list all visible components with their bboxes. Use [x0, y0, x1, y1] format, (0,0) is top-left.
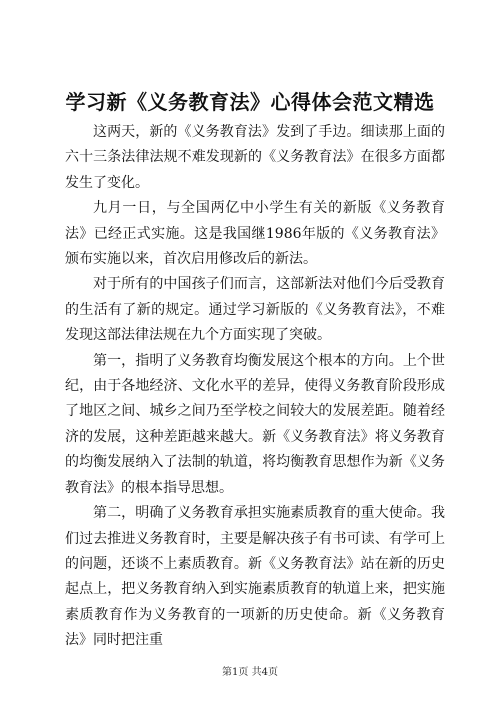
- document-body: [65, 120, 445, 654]
- page-number-footer: 第1页 共4页: [222, 667, 278, 678]
- paragraph-5: 第二，明确了义务教育承担实施素质教育的重大使命。我们过去推进义务教育时，主要是解决孩子有书可读、有学可上的问题，还谈不上素质教育。新《义务教育法》站在新的历史起点上，把义务教育纳入到实施素质教育的轨道上来，把实施素质教育作为义务教育的一项新的历史使命。新《义务教育法》同时把注重: [65, 505, 445, 649]
- document-title: 学习新《义务教育法》心得体会范文精选: [65, 90, 435, 114]
- paragraph-1: 这两天，新的《义务教育法》发到了手边。细读那上面的六十三条法律法规不难发现新的《义务教育法》在很多方面都发生了变化。: [65, 124, 445, 191]
- paragraph-2: 九月一日，与全国两亿中小学生有关的新版《义务教育法》已经正式实施。这是我国继1986年版的《义务教育法》颁布实施以来，首次启用修改后的新法。: [65, 200, 445, 268]
- paragraph-3: 对于所有的中国孩子们而言，这部新法对他们今后受教育的生活有了新的规定。通过学习新版的《义务教育法》，不难发现这部法律法规在九个方面实现了突破。: [65, 276, 445, 344]
- paragraph-4: 第一，指明了义务教育均衡发展这个根本的方向。上个世纪，由于各地经济、文化水平的差异，使得义务教育阶段形成了地区之间、城乡之间乃至学校之间较大的发展差距。随着经济的发展，这种差距越来越大。新《义务教育法》将义务教育的均衡发展纳入了法制的轨道，将均衡教育思想作为新《义务教育法》的根本指导思想。: [65, 352, 445, 496]
